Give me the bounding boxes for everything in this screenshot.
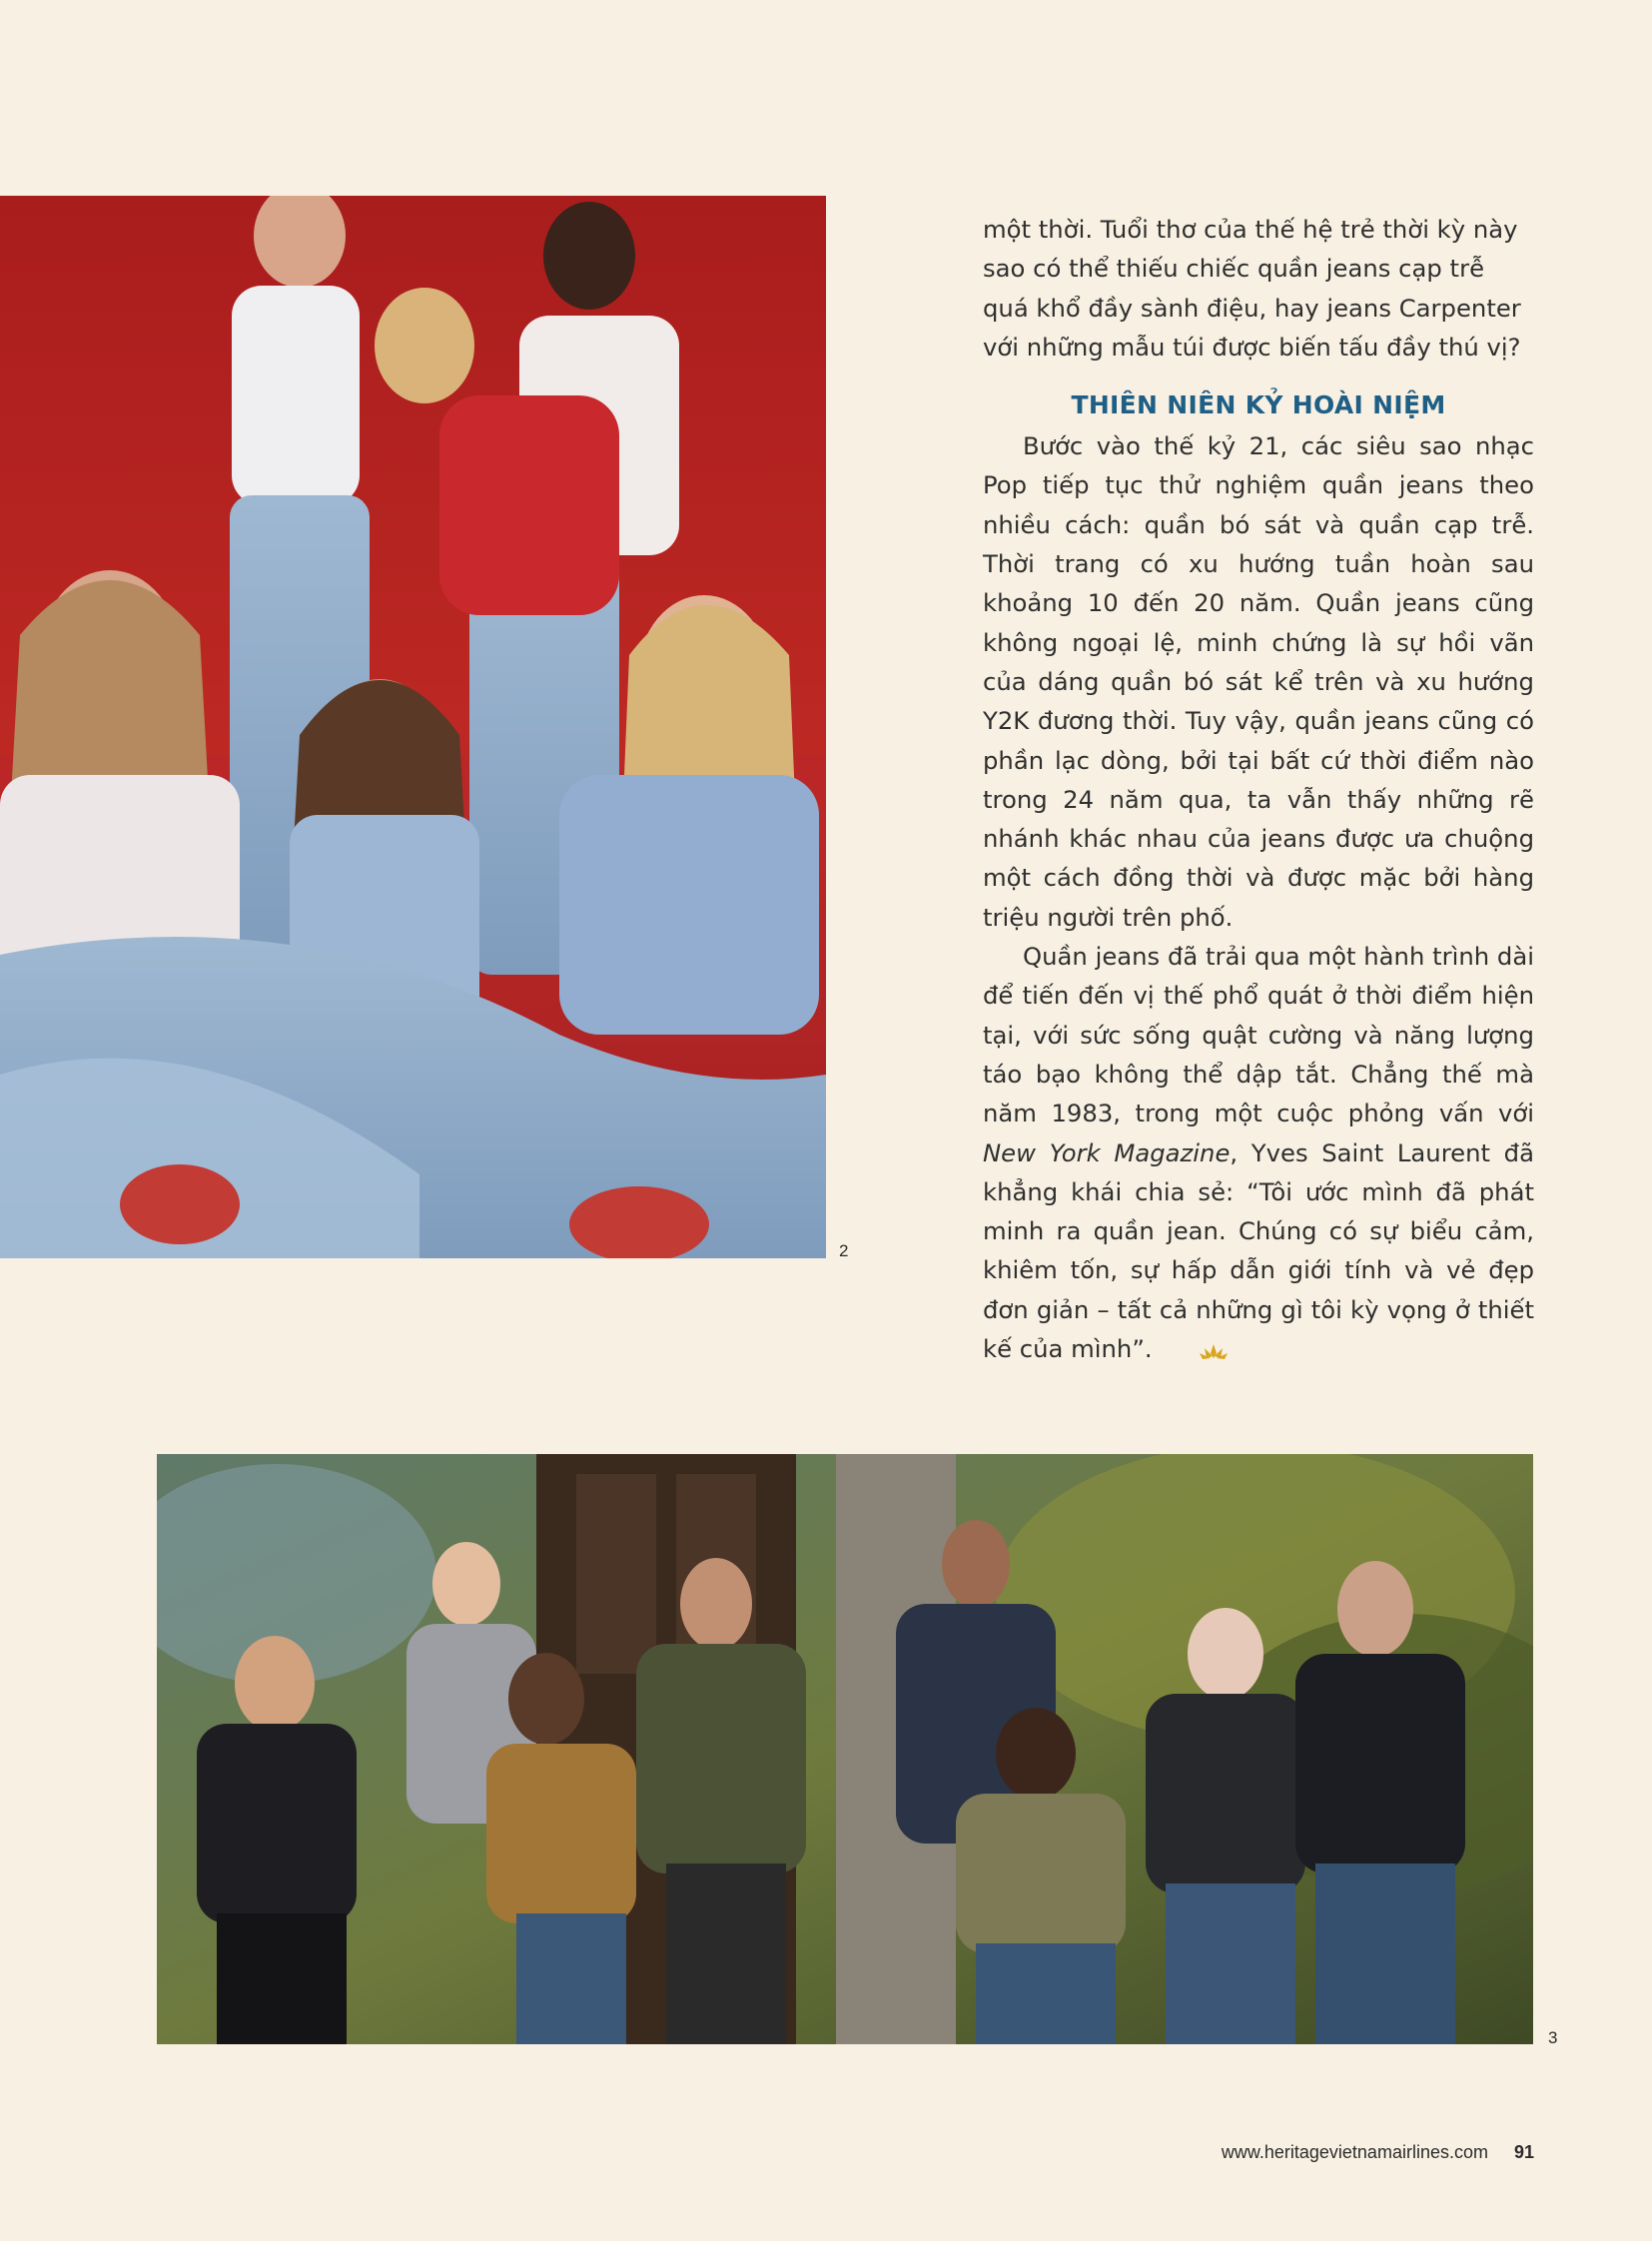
page-number: 91 <box>1513 2142 1534 2162</box>
magazine-title: New York Magazine <box>983 1137 1231 1167</box>
photo-number-3: 3 <box>1548 2028 1558 2047</box>
paragraph-3-text-a: Quần jeans đã trải qua một hành trình dài để tiến đến vị thế phổ quát ở thời điểm hiện tại, với sức sống quật cường và năng lượng táo bạo không thể dập tắt. Chẳng thế mà năm 1983, trong một cuộc phỏng vấn với <box>983 942 1534 1128</box>
photo-cast-portrait <box>157 1454 1533 2044</box>
section-heading: THIÊN NIÊN KỶ HOÀI NIỆM <box>1071 390 1446 420</box>
paragraph-3-text-b: , Yves Saint Laurent đã khẳng khái chia sẻ: “Tôi ước mình đã phát minh ra quần jean. Chúng có sự biểu cảm, khiêm tốn, sự hấp dẫn giới tính và vẻ đẹp đơn giản – tất cả những gì tôi kỳ vọng ở thiết kế của mình”. <box>983 1137 1534 1364</box>
photo-denim-group <box>0 196 826 1258</box>
photo-number-2: 2 <box>839 1241 849 1260</box>
page-footer <box>1222 2142 1534 2163</box>
paragraph-3 <box>983 937 1534 1371</box>
lotus-end-mark-icon <box>1159 1332 1229 1371</box>
paragraph-2: Bước vào thế kỷ 21, các siêu sao nhạc Pop tiếp tục thử nghiệm quần jeans theo nhiều cách: quần bó sát và quần cạp trễ. Thời trang có xu hướng tuần hoàn sau khoảng 10 đến 20 năm. Quần jeans cũng không ngoại lệ, minh chứng là sự hồi vãn của dáng quần bó sát kể trên và xu hướng Y2K đương thời. Tuy vậy, quần jeans cũng có phần lạc dòng, bởi tại bất cứ thời điểm nào trong 24 năm qua, ta vẫn thấy những rẽ nhánh khác nhau của jeans được ưa chuộng một cách đồng thời và được mặc bởi hàng triệu người trên phố. <box>983 431 1534 932</box>
article-column <box>983 210 1534 1371</box>
photo-cast-portrait-image <box>157 1454 1533 2044</box>
footer-url[interactable]: www.heritagevietnamairlines.com <box>1221 2142 1488 2162</box>
photo-denim-group-image <box>0 196 826 1258</box>
paragraph-1: một thời. Tuổi thơ của thế hệ trẻ thời kỳ này sao có thể thiếu chiếc quần jeans cạp trễ quá khổ đầy sành điệu, hay jeans Carpenter với những mẫu túi được biến tấu đầy thú vị? <box>983 215 1521 362</box>
